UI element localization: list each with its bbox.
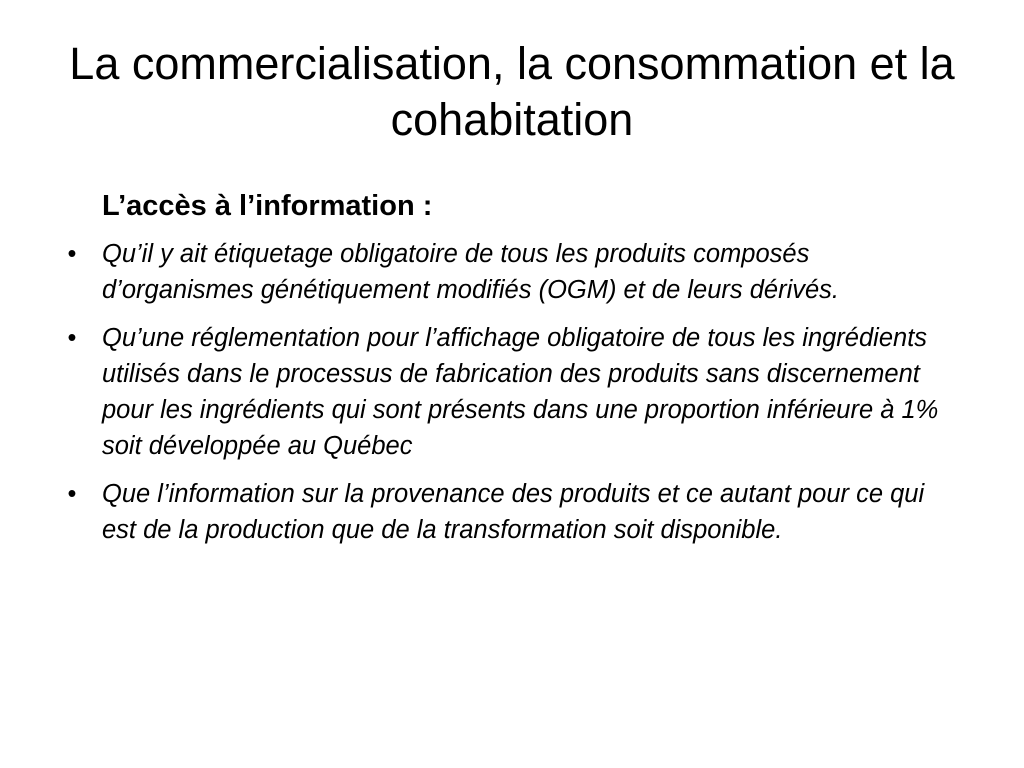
bullet-text: Qu’il y ait étiquetage obligatoire de tous les produits composés d’organismes génétiquement modifiés (OGM) et de leurs dérivés. — [102, 240, 839, 304]
bullet-dot-icon: • — [67, 480, 77, 508]
bullet-dot-icon: • — [67, 324, 77, 352]
slide-title: La commercialisation, la consommation et la cohabitation — [69, 38, 955, 145]
bullet-text: Qu’une réglementation pour l’affichage obligatoire de tous les ingrédients utilisés dans le processus de fabrication des produits sans discernement pour les ingrédients qui sont présents dans une proportion inférieure à 1% soit développée au Québec — [102, 324, 939, 460]
bullet-item — [60, 476, 964, 548]
bullet-text: Que l’information sur la provenance des produits et ce autant pour ce qui est de la production que de la transformation soit disponible. — [102, 480, 925, 544]
section-heading: L’accès à l’information : — [102, 190, 433, 222]
bullet-list — [60, 236, 964, 560]
bullet-dot-icon: • — [67, 240, 77, 268]
bullet-item — [60, 320, 964, 464]
bullet-item — [60, 236, 964, 308]
